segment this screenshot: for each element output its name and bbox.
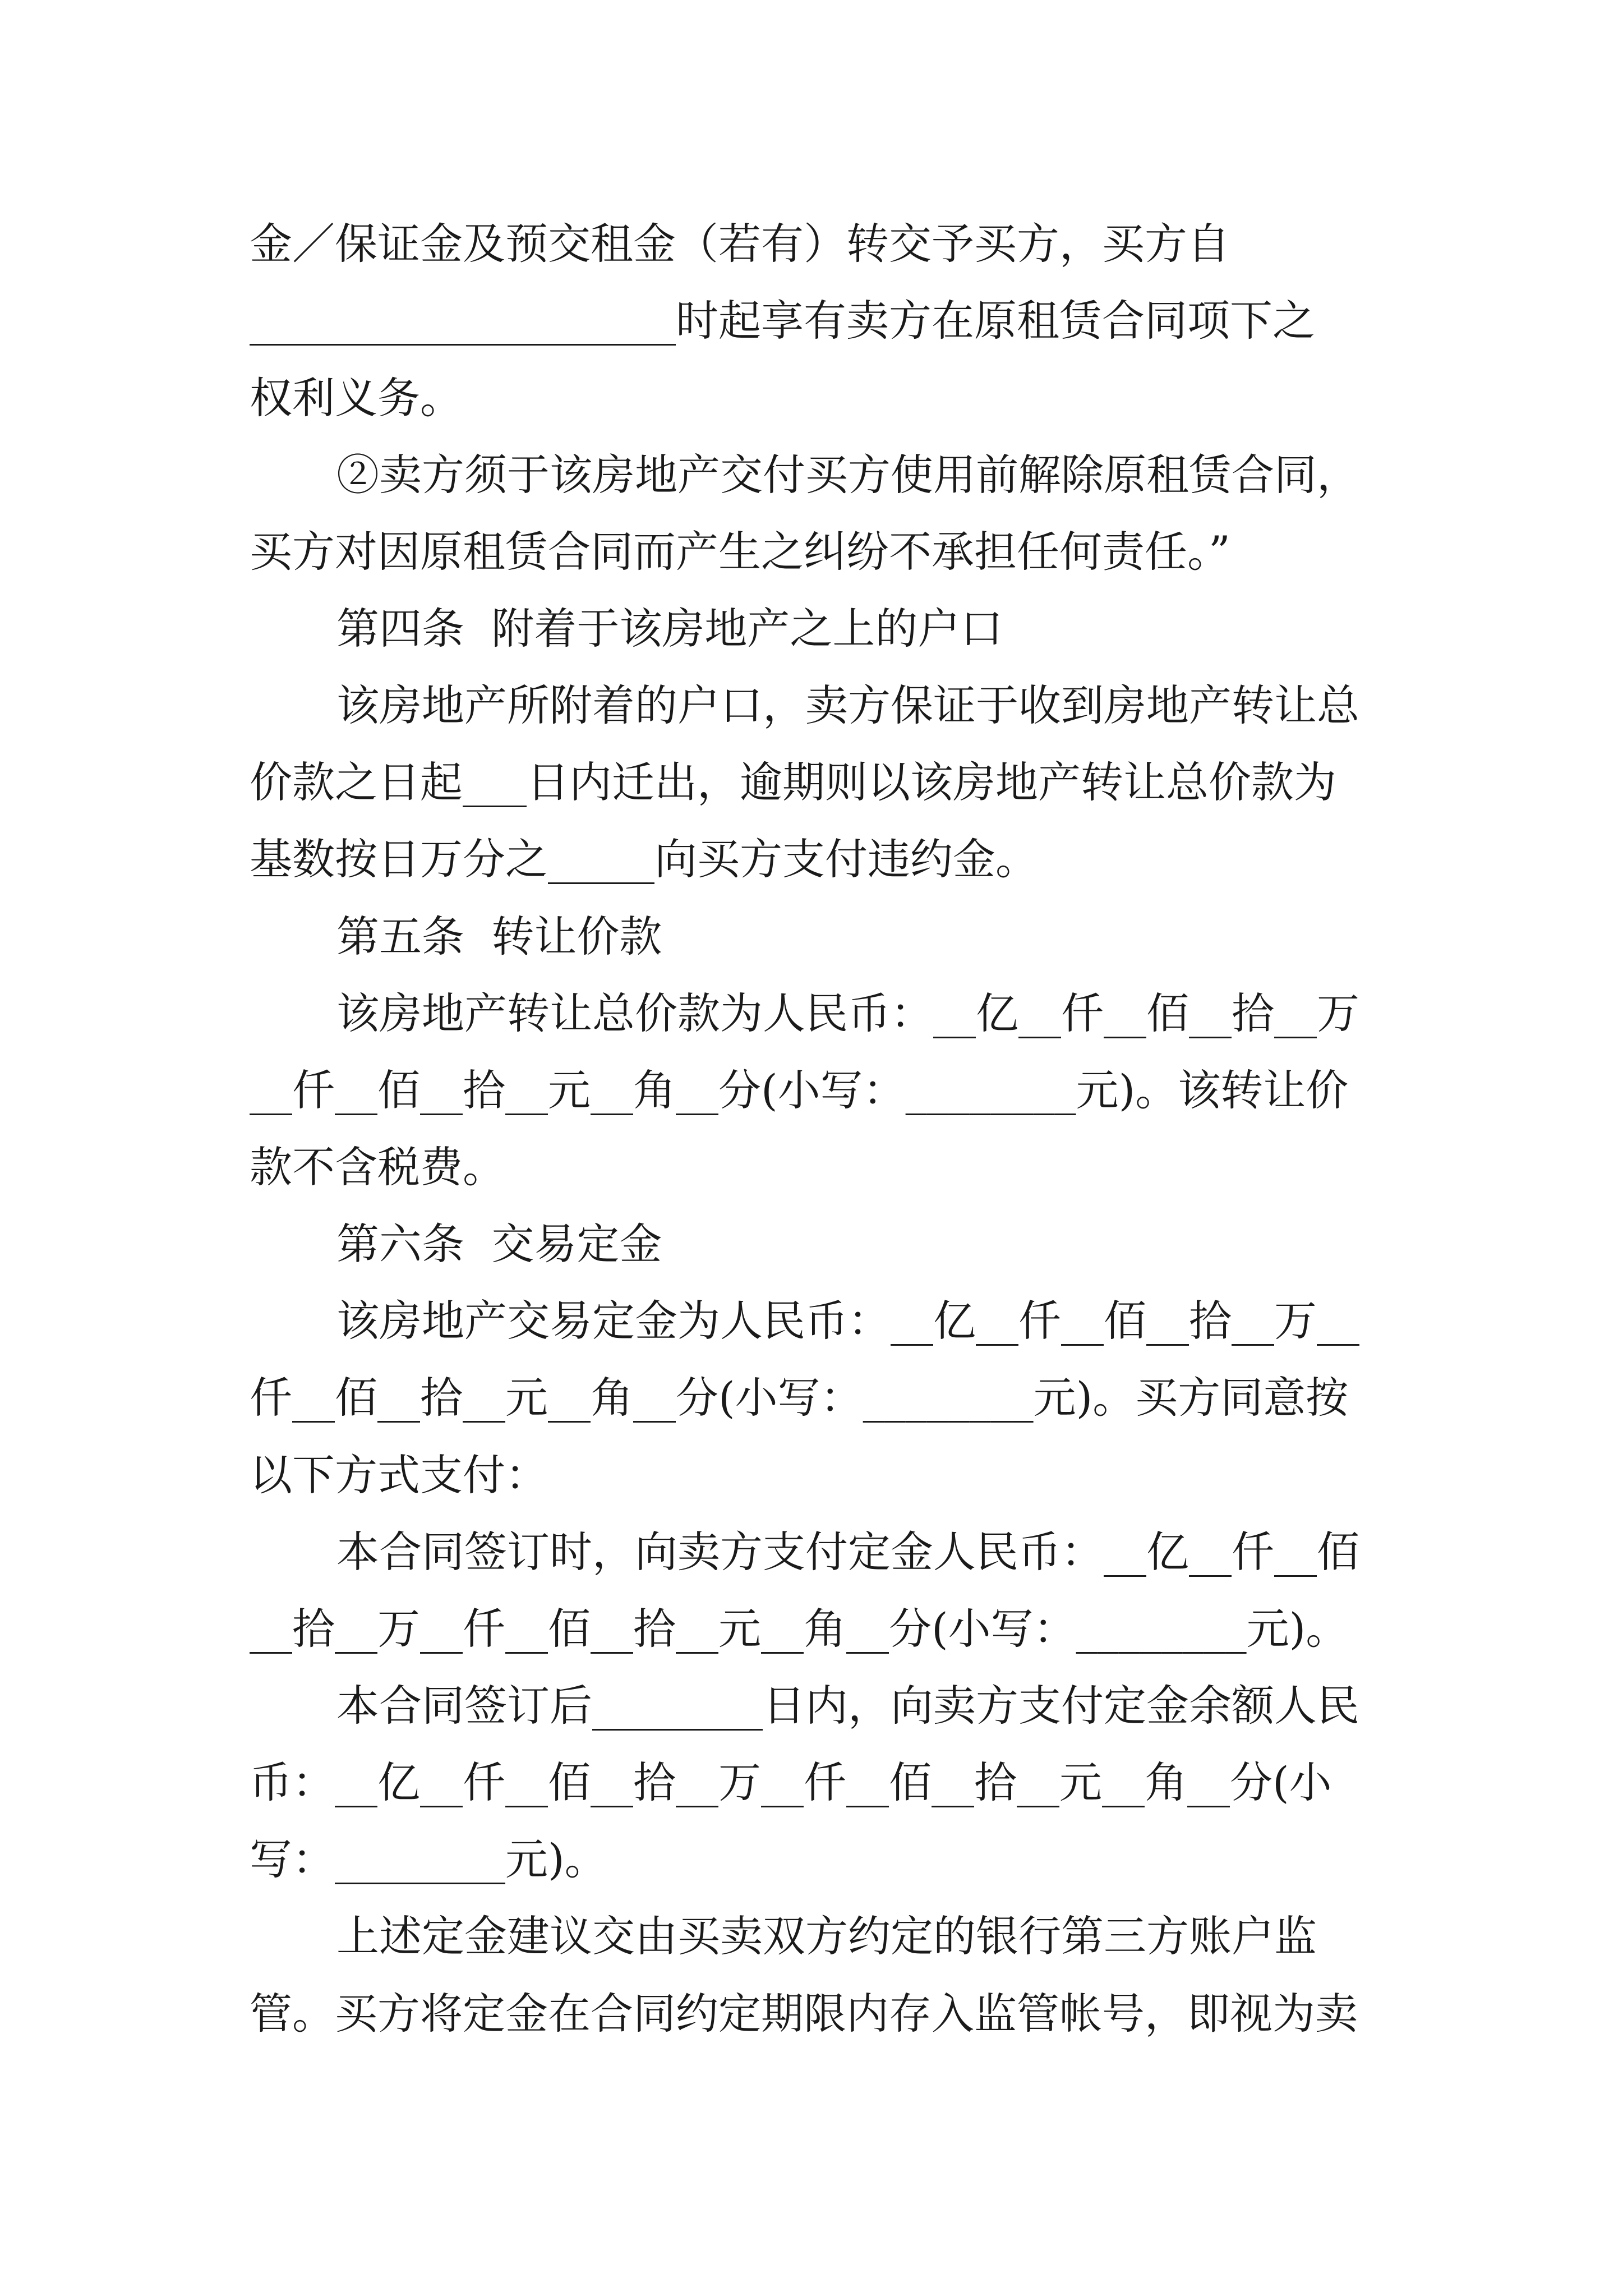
text-line: 以下方式支付： (250, 1450, 548, 1500)
text-line: 金／保证金及预交租金（若有）转交予买方，买方自 (250, 219, 1230, 269)
text-line: 价款之日起___日内迁出，逾期则以该房地产转让总价款为 (250, 757, 1336, 807)
text-line: 上述定金建议交由买卖双方约定的银行第三方账户监 (336, 1911, 1317, 1961)
text-line: ②卖方须于该房地产交付买方使用前解除原租赁合同， (336, 450, 1359, 500)
section-heading: 第五条 转让价款 (336, 912, 662, 961)
text-line: __仟__佰__拾__元__角__分(小写：________元)。该转让价 (250, 1065, 1349, 1115)
text-line: 该房地产交易定金为人民币：__亿__仟__佰__拾__万__ (336, 1296, 1359, 1346)
text-line: 权利义务。 (250, 373, 463, 423)
text-line: 本合同签订后________日内，向卖方支付定金余额人民 (336, 1681, 1359, 1731)
text-line: 基数按日万分之_____向买方支付违约金。 (250, 834, 1038, 884)
section-heading: 第四条 附着于该房地产之上的户口 (336, 604, 1003, 654)
text-line: 该房地产转让总价款为人民币：__亿__仟__佰__拾__万 (336, 988, 1359, 1038)
text-line: ____________________时起享有卖方在原租赁合同项下之 (250, 296, 1315, 346)
text-line: 买方对因原租赁合同而产生之纠纷不承担任何责任。” (250, 527, 1230, 577)
text-line: __拾__万__仟__佰__拾__元__角__分(小写：________元)。 (250, 1604, 1349, 1654)
text-line: 本合同签订时，向卖方支付定金人民币：__亿__仟__佰 (336, 1527, 1359, 1577)
text-line: 管。买方将定金在合同约定期限内存入监管帐号，即视为卖 (250, 1989, 1358, 2039)
text-line: 该房地产所附着的户口，卖方保证于收到房地产转让总 (336, 680, 1359, 730)
text-line: 款不含税费。 (250, 1142, 505, 1192)
text-line: 写：________元)。 (250, 1834, 607, 1884)
text-line: 仟__佰__拾__元__角__分(小写：________元)。买方同意按 (250, 1373, 1349, 1423)
text-line: 币：__亿__仟__佰__拾__万__仟__佰__拾__元__角__分(小 (250, 1757, 1332, 1807)
section-heading: 第六条 交易定金 (336, 1219, 662, 1269)
